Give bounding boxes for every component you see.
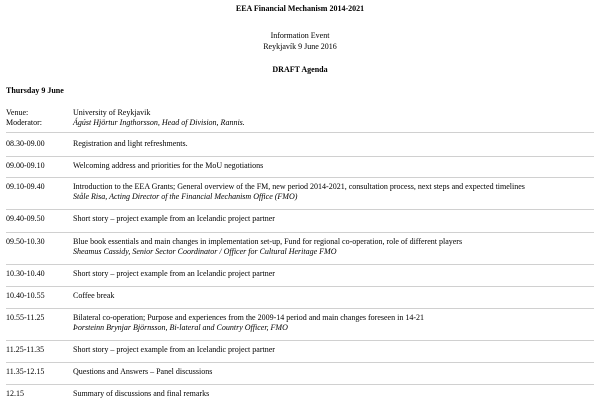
divider xyxy=(6,209,594,210)
agenda-item-speaker: Sheamus Cassidy, Senior Sector Coordinator / Officer for Cultural Heritage FMO xyxy=(73,247,337,256)
agenda-time: 12.15 xyxy=(6,389,24,398)
venue-value: University of Reykjavik xyxy=(73,108,151,117)
divider xyxy=(6,132,594,133)
agenda-item-title: Short story – project example from an Icelandic project partner xyxy=(73,214,275,223)
divider xyxy=(6,177,594,178)
agenda-time: 11.35-12.15 xyxy=(6,367,45,376)
venue-label: Venue: xyxy=(6,108,29,117)
event-name: Information Event xyxy=(270,31,330,40)
moderator-label: Moderator: xyxy=(6,118,42,127)
agenda-item-title: Registration and light refreshments. xyxy=(73,139,188,148)
agenda-item-title: Coffee break xyxy=(73,291,115,300)
divider xyxy=(6,340,594,341)
day-heading: Thursday 9 June xyxy=(6,86,64,95)
agenda-item-title: Introduction to the EEA Grants; General overview of the FM, new period 2014-2021, consultation process, next steps and expected timelines xyxy=(73,182,525,191)
agenda-item-speaker: Þorsteinn Brynjar Björnsson, Bi-lateral and Country Officer, FMO xyxy=(73,323,288,332)
agenda-time: 09.40-09.50 xyxy=(6,214,45,223)
document-title: EEA Financial Mechanism 2014-2021 xyxy=(235,4,365,13)
event-date-location: Reykjavík 9 June 2016 xyxy=(263,42,337,51)
moderator-value: Ágúst Hjörtur Ingthorsson, Head of Division, Rannis. xyxy=(73,118,245,127)
divider xyxy=(6,156,594,157)
agenda-item-title: Summary of discussions and final remarks xyxy=(73,389,210,398)
agenda-time: 10.30-10.40 xyxy=(6,269,45,278)
agenda-time: 11.25-11.35 xyxy=(6,345,45,354)
divider xyxy=(6,286,594,287)
agenda-item-title: Bilateral co-operation; Purpose and experiences from the 2009-14 period and main changes foreseen in 14-21 xyxy=(73,313,424,322)
agenda-time: 08.30-09.00 xyxy=(6,139,45,148)
agenda-item-title: Short story – project example from an Icelandic project partner xyxy=(73,345,275,354)
agenda-item-title: Short story – project example from an Icelandic project partner xyxy=(73,269,275,278)
agenda-heading: DRAFT Agenda xyxy=(272,65,328,74)
agenda-time: 09.10-09.40 xyxy=(6,182,45,191)
agenda-item-title: Blue book essentials and main changes in implementation set-up, Fund for regional co-operation, role of different players xyxy=(73,237,463,246)
divider xyxy=(6,308,594,309)
agenda-time: 10.40-10.55 xyxy=(6,291,45,300)
agenda-time: 09.00-09.10 xyxy=(6,161,45,170)
divider xyxy=(6,384,594,385)
agenda-item-title: Welcoming address and priorities for the MoU negotiations xyxy=(73,161,264,170)
divider xyxy=(6,264,594,265)
agenda-item-speaker: Ståle Risa, Acting Director of the Financial Mechanism Office (FMO) xyxy=(73,192,298,201)
divider xyxy=(6,362,594,363)
agenda-time: 10.55-11.25 xyxy=(6,313,45,322)
agenda-time: 09.50-10.30 xyxy=(6,237,45,246)
agenda-item-title: Questions and Answers – Panel discussions xyxy=(73,367,213,376)
divider xyxy=(6,232,594,233)
